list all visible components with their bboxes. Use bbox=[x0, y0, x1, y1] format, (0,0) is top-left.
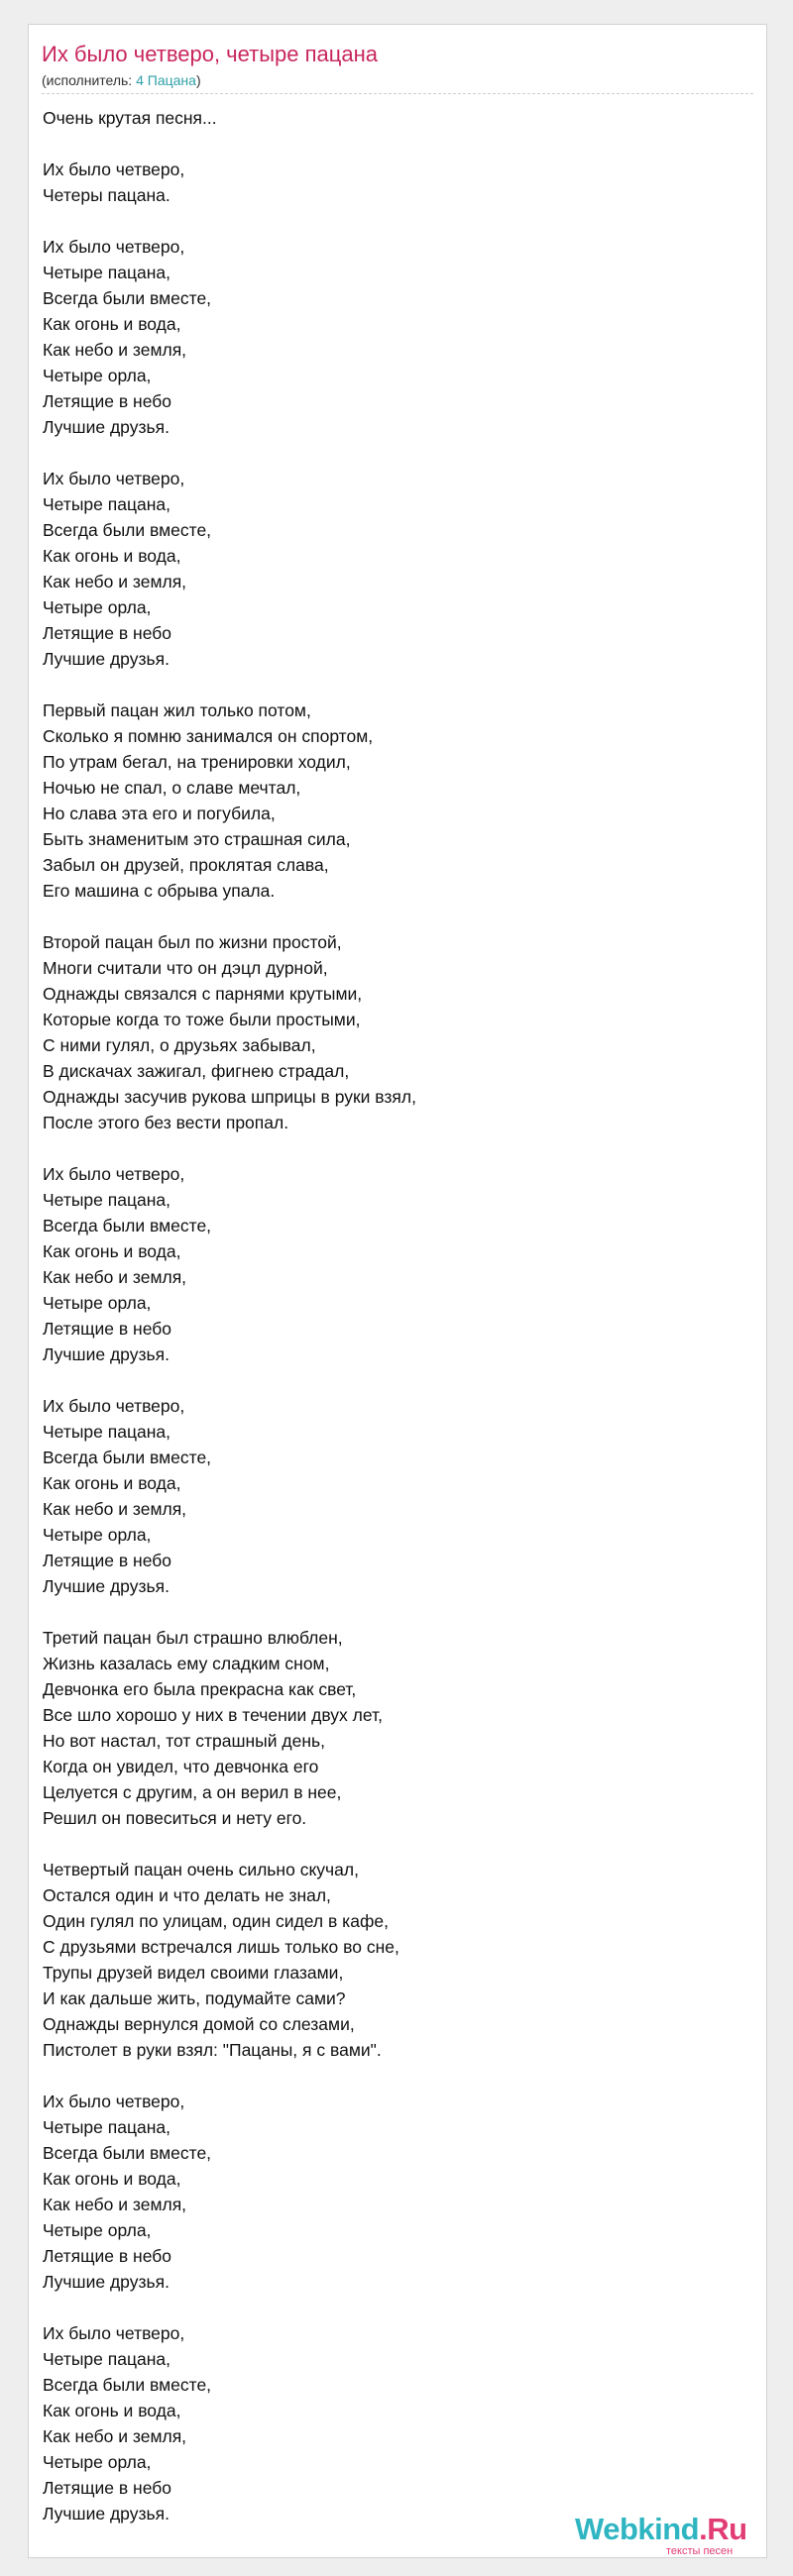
artist-prefix: (исполнитель: bbox=[42, 72, 137, 88]
lyric-line: Как огонь и вода, bbox=[43, 1473, 181, 1493]
lyric-line: Однажды вернулся домой со слезами, bbox=[43, 2014, 355, 2034]
lyric-line: Летящие в небо bbox=[43, 2478, 172, 2498]
stanza-break bbox=[43, 1831, 752, 1857]
lyric-line: Четыре пацана, bbox=[43, 1422, 170, 1442]
lyric-line: Остался один и что делать не знал, bbox=[43, 1885, 331, 1905]
lyric-line: Как небо и земля, bbox=[43, 2426, 187, 2446]
lyric-line: Сколько я помню занимался он спортом, bbox=[43, 726, 374, 746]
lyric-line: Лучшие друзья. bbox=[43, 1576, 170, 1596]
lyric-line: Девчонка его была прекрасна как свет, bbox=[43, 1679, 357, 1699]
lyric-line: С друзьями встречался лишь только во сне, bbox=[43, 1937, 399, 1957]
lyric-line: Жизнь казалась ему сладким сном, bbox=[43, 1654, 330, 1673]
lyric-line: Четыре пацана, bbox=[43, 1190, 170, 1210]
lyric-line: По утрам бегал, на тренировки ходил, bbox=[43, 752, 351, 772]
lyric-line: Как небо и земля, bbox=[43, 1267, 187, 1287]
lyric-line: Как огонь и вода, bbox=[43, 314, 181, 334]
lyrics-card bbox=[28, 24, 767, 2558]
lyric-line: Как огонь и вода, bbox=[43, 1241, 181, 1261]
lyric-line: Быть знаменитым это страшная сила, bbox=[43, 829, 351, 849]
lyric-line: Их было четверо, bbox=[43, 1164, 185, 1184]
stanza-break bbox=[43, 131, 752, 157]
lyric-line: Лучшие друзья. bbox=[43, 649, 170, 669]
lyric-line: Но слава эта его и погубила, bbox=[43, 804, 276, 823]
lyric-line: Все шло хорошо у них в течении двух лет, bbox=[43, 1705, 383, 1725]
lyric-line: Забыл он друзей, проклятая слава, bbox=[43, 855, 329, 875]
lyric-line: Лучшие друзья. bbox=[43, 1344, 170, 1364]
lyric-line: Четыре пацана, bbox=[43, 2117, 170, 2137]
lyric-line: Целуется с другим, а он верил в нее, bbox=[43, 1782, 342, 1802]
stanza-break bbox=[43, 2063, 752, 2089]
lyric-line: Всегда были вместе, bbox=[43, 2143, 212, 2163]
lyric-line: Их было четверо, bbox=[43, 1396, 185, 1416]
lyric-line: Четыре орла, bbox=[43, 1525, 152, 1545]
lyric-line: Лучшие друзья. bbox=[43, 2504, 170, 2523]
lyric-line: Как огонь и вода, bbox=[43, 2401, 181, 2420]
lyric-line: Четыре орла, bbox=[43, 366, 152, 385]
lyric-line: Всегда были вместе, bbox=[43, 520, 212, 540]
stanza-break bbox=[43, 1135, 752, 1161]
lyric-line: Решил он повеситься и нету его. bbox=[43, 1808, 307, 1828]
lyric-line: Летящие в небо bbox=[43, 391, 172, 411]
lyric-line: В дискачах зажигал, фигнею страдал, bbox=[43, 1061, 350, 1081]
lyric-line: Четыре орла, bbox=[43, 597, 152, 617]
lyric-line: Когда он увидел, что девчонка его bbox=[43, 1757, 319, 1776]
logo-wordmark bbox=[575, 2512, 747, 2547]
lyric-line: После этого без вести пропал. bbox=[43, 1113, 289, 1132]
lyric-line: Четыре пацана, bbox=[43, 263, 170, 282]
lyric-line: Всегда были вместе, bbox=[43, 1216, 212, 1235]
lyric-line: Многи считали что он дэцл дурной, bbox=[43, 958, 328, 978]
lyric-line: Четыре орла, bbox=[43, 2452, 152, 2472]
logo-main-text: Webkind bbox=[575, 2512, 700, 2546]
lyric-line: Как огонь и вода, bbox=[43, 546, 181, 566]
stanza-break bbox=[43, 2295, 752, 2320]
lyric-line: Лучшие друзья. bbox=[43, 2272, 170, 2292]
lyric-line: Четвертый пацан очень сильно скучал, bbox=[43, 1860, 359, 1879]
lyric-line: Третий пацан был страшно влюблен, bbox=[43, 1628, 343, 1648]
artist-link[interactable]: 4 Пацана bbox=[136, 72, 196, 88]
stanza-break bbox=[43, 1367, 752, 1393]
lyric-line: Четыре пацана, bbox=[43, 2349, 170, 2369]
lyric-line: Как небо и земля, bbox=[43, 572, 187, 591]
lyric-line: Однажды засучив рукова шприцы в руки взял, bbox=[43, 1087, 416, 1107]
lyric-line: Которые когда то тоже были простыми, bbox=[43, 1010, 361, 1029]
site-logo[interactable] bbox=[547, 2512, 765, 2561]
lyrics-text bbox=[43, 105, 752, 2526]
lyric-line: Всегда были вместе, bbox=[43, 2375, 212, 2395]
lyric-line: Четыре пацана, bbox=[43, 494, 170, 514]
lyric-line: Их было четверо, bbox=[43, 469, 185, 488]
artist-suffix: ) bbox=[195, 72, 201, 88]
song-title: Их было четверо, четыре пацана bbox=[42, 42, 378, 66]
lyric-line: Второй пацан был по жизни простой, bbox=[43, 932, 342, 952]
lyric-line: Летящие в небо bbox=[43, 1551, 172, 1570]
logo-tld: .Ru bbox=[699, 2512, 747, 2546]
logo-tagline: тексты песен bbox=[666, 2545, 734, 2557]
stanza-break bbox=[43, 672, 752, 698]
lyric-line: Их было четверо, bbox=[43, 2092, 185, 2111]
artist-line bbox=[42, 71, 201, 89]
stanza-break bbox=[43, 1599, 752, 1625]
lyric-line: И как дальше жить, подумайте сами? bbox=[43, 1988, 346, 2008]
lyric-line: С ними гулял, о друзьях забывал, bbox=[43, 1035, 316, 1055]
stanza-break bbox=[43, 208, 752, 234]
header-divider bbox=[42, 93, 753, 94]
lyric-line: Но вот настал, тот страшный день, bbox=[43, 1731, 325, 1751]
lyric-line: Однажды связался с парнями крутыми, bbox=[43, 984, 363, 1004]
lyric-line: Лучшие друзья. bbox=[43, 417, 170, 437]
lyric-line: Очень крутая песня... bbox=[43, 108, 217, 128]
lyric-line: Первый пацан жил только потом, bbox=[43, 700, 311, 720]
lyric-line: Их было четверо, bbox=[43, 2323, 185, 2343]
lyric-line: Всегда были вместе, bbox=[43, 288, 212, 308]
lyric-line: Летящие в небо bbox=[43, 2246, 172, 2266]
lyric-line: Их было четверо, bbox=[43, 160, 185, 179]
lyric-line: Один гулял по улицам, один сидел в кафе, bbox=[43, 1911, 389, 1931]
lyric-line: Четеры пацана. bbox=[43, 185, 170, 205]
lyric-line: Летящие в небо bbox=[43, 623, 172, 643]
lyric-line: Пистолет в руки взял: "Пацаны, я с вами". bbox=[43, 2040, 382, 2060]
lyric-line: Четыре орла, bbox=[43, 2220, 152, 2240]
lyric-line: Как небо и земля, bbox=[43, 2195, 187, 2214]
lyric-line: Их было четверо, bbox=[43, 237, 185, 257]
lyric-line: Как небо и земля, bbox=[43, 340, 187, 360]
lyric-line: Летящие в небо bbox=[43, 1319, 172, 1339]
lyric-line: Всегда были вместе, bbox=[43, 1448, 212, 1467]
lyric-line: Как небо и земля, bbox=[43, 1499, 187, 1519]
stanza-break bbox=[43, 440, 752, 466]
lyric-line: Четыре орла, bbox=[43, 1293, 152, 1313]
lyric-line: Его машина с обрыва упала. bbox=[43, 881, 276, 901]
lyric-line: Как огонь и вода, bbox=[43, 2169, 181, 2189]
lyric-line: Ночью не спал, о славе мечтал, bbox=[43, 778, 301, 798]
stanza-break bbox=[43, 904, 752, 929]
lyric-line: Трупы друзей видел своими глазами, bbox=[43, 1963, 344, 1983]
